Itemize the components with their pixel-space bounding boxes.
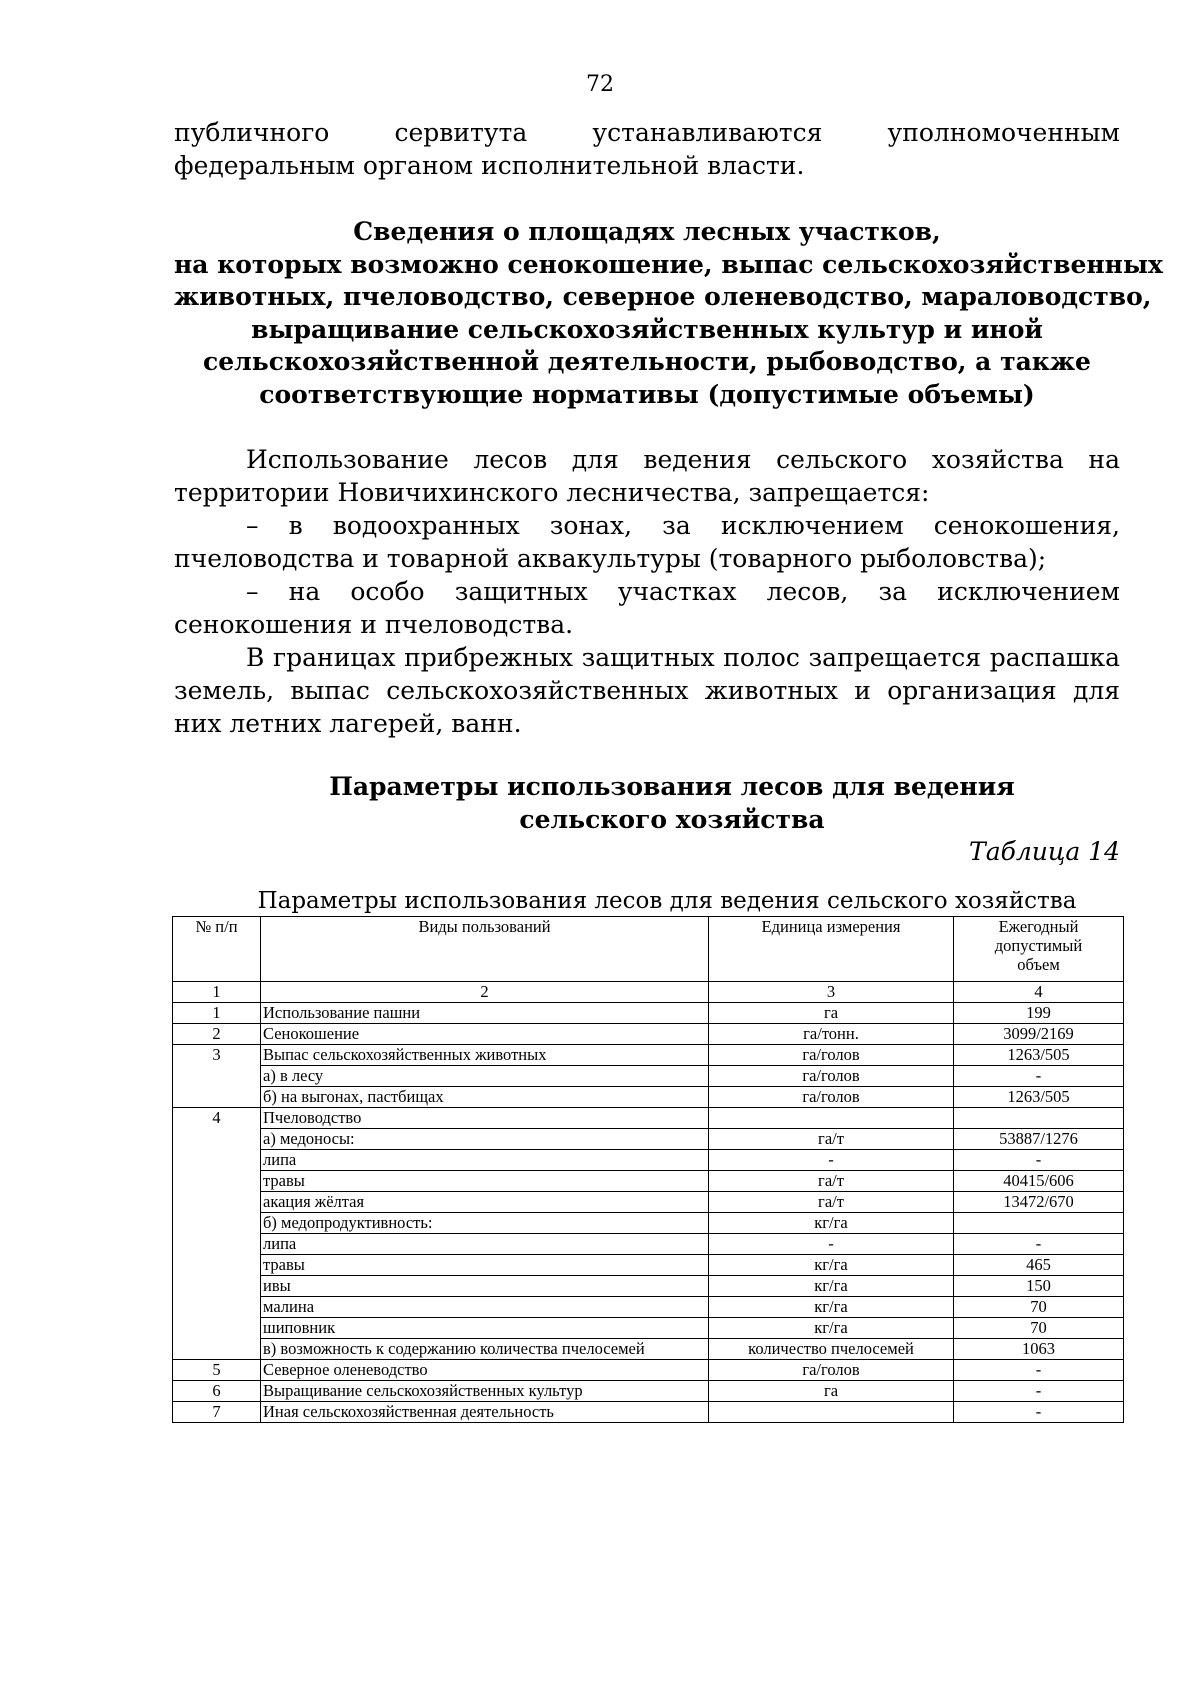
- kind-cell: Северное оленеводство: [261, 1360, 709, 1381]
- kind-cell: Иная сельскохозяйственная деятельность: [261, 1402, 709, 1423]
- kind-cell: Пчеловодство: [261, 1108, 709, 1129]
- kind-cell: шиповник: [261, 1318, 709, 1339]
- kind-cell: малина: [261, 1297, 709, 1318]
- table-row: [173, 1150, 1124, 1171]
- unit-cell: га/голов: [709, 1087, 954, 1108]
- table-row: [173, 1381, 1124, 1402]
- table-row: [173, 1297, 1124, 1318]
- body-paragraph: Использование лесов для ведения сельского хозяйства на территории Новичихинского лесничества, запрещается:: [174, 445, 1120, 507]
- unit-cell: -: [709, 1234, 954, 1255]
- body-paragraph: В границах прибрежных защитных полос запрещается распашка земель, выпас сельскохозяйственных животных и организация для них летних лагерей, ванн.: [174, 643, 1120, 738]
- volume-cell: 1263/505: [954, 1045, 1124, 1066]
- kind-cell: Выращивание сельскохозяйственных культур: [261, 1381, 709, 1402]
- table-row: [173, 1339, 1124, 1360]
- column-number: 4: [954, 982, 1124, 1003]
- unit-cell: га/т: [709, 1129, 954, 1150]
- row-number-cell: 5: [173, 1360, 261, 1381]
- unit-cell: га/голов: [709, 1360, 954, 1381]
- kind-cell: акация жёлтая: [261, 1192, 709, 1213]
- header-kind: Виды пользований: [261, 917, 709, 982]
- table-row: [173, 1108, 1124, 1129]
- header-volume-line: объем: [1017, 955, 1060, 974]
- header-volume-line: Ежегодный: [998, 917, 1079, 936]
- volume-cell: -: [954, 1150, 1124, 1171]
- table-row: [173, 1213, 1124, 1234]
- page-number: 72: [586, 72, 614, 97]
- row-number-cell: 7: [173, 1402, 261, 1423]
- section-heading: [174, 216, 1163, 411]
- volume-cell: -: [954, 1234, 1124, 1255]
- row-number-cell: 1: [173, 1003, 261, 1024]
- table-heading: [174, 771, 1120, 836]
- kind-cell: липа: [261, 1150, 709, 1171]
- unit-cell: [709, 1402, 954, 1423]
- table-row: [173, 1045, 1124, 1066]
- volume-cell: -: [954, 1381, 1124, 1402]
- kind-cell: а) в лесу: [261, 1066, 709, 1087]
- header-volume-line: допустимый: [994, 936, 1083, 955]
- column-number: 3: [709, 982, 954, 1003]
- volume-cell: [954, 1108, 1124, 1129]
- row-number-cell: 2: [173, 1024, 261, 1045]
- kind-cell: Выпас сельскохозяйственных животных: [261, 1045, 709, 1066]
- table-row: [173, 1087, 1124, 1108]
- volume-cell: -: [954, 1066, 1124, 1087]
- unit-cell: количество пчелосемей: [709, 1339, 954, 1360]
- body-text: [174, 443, 1120, 740]
- column-numbers-row: [173, 982, 1124, 1003]
- kind-cell: Сенокошение: [261, 1024, 709, 1045]
- volume-cell: 70: [954, 1297, 1124, 1318]
- unit-cell: кг/га: [709, 1297, 954, 1318]
- section-heading-line: сельскохозяйственной деятельности, рыбоводство, а также: [203, 347, 1091, 376]
- table-row: [173, 1234, 1124, 1255]
- section-heading-line: выращивание сельскохозяйственных культур и иной: [251, 314, 1043, 344]
- section-heading-line: соответствующие нормативы (допустимые объемы): [259, 379, 1035, 409]
- table-heading-line: сельского хозяйства: [519, 804, 825, 834]
- kind-cell: б) медопродуктивность:: [261, 1213, 709, 1234]
- volume-cell: 1263/505: [954, 1087, 1124, 1108]
- column-number: 1: [173, 982, 261, 1003]
- table-row: [173, 1318, 1124, 1339]
- table-row: [173, 1402, 1124, 1423]
- volume-cell: 53887/1276: [954, 1129, 1124, 1150]
- params-table: [172, 916, 1124, 1423]
- unit-cell: [709, 1108, 954, 1129]
- table-row: [173, 1255, 1124, 1276]
- intro-paragraph: публичного сервитута устанавливаются уполномоченным федеральным органом исполнительной власти.: [174, 118, 1120, 180]
- unit-cell: кг/га: [709, 1318, 954, 1339]
- body-paragraph: – в водоохранных зонах, за исключением сенокошения, пчеловодства и товарной аквакультуры (товарного рыболовства);: [174, 511, 1120, 573]
- volume-cell: -: [954, 1402, 1124, 1423]
- header-volume: [954, 917, 1124, 982]
- volume-cell: 70: [954, 1318, 1124, 1339]
- volume-cell: 13472/670: [954, 1192, 1124, 1213]
- table-row: [173, 1129, 1124, 1150]
- unit-cell: га/т: [709, 1171, 954, 1192]
- volume-cell: 199: [954, 1003, 1124, 1024]
- section-heading-line: на которых возможно сенокошение, выпас сельскохозяйственных: [174, 249, 1163, 279]
- kind-cell: ивы: [261, 1276, 709, 1297]
- table-row: [173, 1360, 1124, 1381]
- unit-cell: га/тонн.: [709, 1024, 954, 1045]
- header-num: № п/п: [173, 917, 261, 982]
- volume-cell: 1063: [954, 1339, 1124, 1360]
- kind-cell: а) медоносы:: [261, 1129, 709, 1150]
- table-row: [173, 1003, 1124, 1024]
- volume-cell: -: [954, 1360, 1124, 1381]
- section-heading-line: животных, пчеловодство, северное оленеводство, мараловодство,: [174, 282, 1152, 311]
- table-caption: Параметры использования лесов для ведения сельского хозяйства: [257, 888, 1077, 914]
- kind-cell: Использование пашни: [261, 1003, 709, 1024]
- table-heading-line: Параметры использования лесов для ведения: [329, 772, 1015, 801]
- table-row: [173, 1171, 1124, 1192]
- kind-cell: в) возможность к содержанию количества пчелосемей: [261, 1339, 709, 1360]
- kind-cell: травы: [261, 1171, 709, 1192]
- kind-cell: б) на выгонах, пастбищах: [261, 1087, 709, 1108]
- unit-cell: га/голов: [709, 1066, 954, 1087]
- intro-paragraph-block: [174, 116, 1120, 182]
- unit-cell: кг/га: [709, 1213, 954, 1234]
- unit-cell: га/т: [709, 1192, 954, 1213]
- table-label: Таблица 14: [969, 837, 1120, 866]
- column-number: 2: [261, 982, 709, 1003]
- unit-cell: кг/га: [709, 1276, 954, 1297]
- table-row: [173, 1024, 1124, 1045]
- row-number-cell: 3: [173, 1045, 261, 1108]
- unit-cell: -: [709, 1150, 954, 1171]
- volume-cell: 3099/2169: [954, 1024, 1124, 1045]
- table-row: [173, 1066, 1124, 1087]
- table-row: [173, 1192, 1124, 1213]
- unit-cell: кг/га: [709, 1255, 954, 1276]
- row-number-cell: 4: [173, 1108, 261, 1360]
- volume-cell: 40415/606: [954, 1171, 1124, 1192]
- params-table-body: [173, 917, 1124, 1423]
- volume-cell: 150: [954, 1276, 1124, 1297]
- header-unit: Единица измерения: [709, 917, 954, 982]
- kind-cell: травы: [261, 1255, 709, 1276]
- table-header-row: [173, 917, 1124, 982]
- unit-cell: га: [709, 1003, 954, 1024]
- row-number-cell: 6: [173, 1381, 261, 1402]
- table-row: [173, 1276, 1124, 1297]
- kind-cell: липа: [261, 1234, 709, 1255]
- section-heading-line: Сведения о площадях лесных участков,: [353, 217, 941, 246]
- volume-cell: [954, 1213, 1124, 1234]
- unit-cell: га/голов: [709, 1045, 954, 1066]
- body-paragraph: – на особо защитных участках лесов, за исключением сенокошения и пчеловодства.: [174, 577, 1120, 639]
- unit-cell: га: [709, 1381, 954, 1402]
- volume-cell: 465: [954, 1255, 1124, 1276]
